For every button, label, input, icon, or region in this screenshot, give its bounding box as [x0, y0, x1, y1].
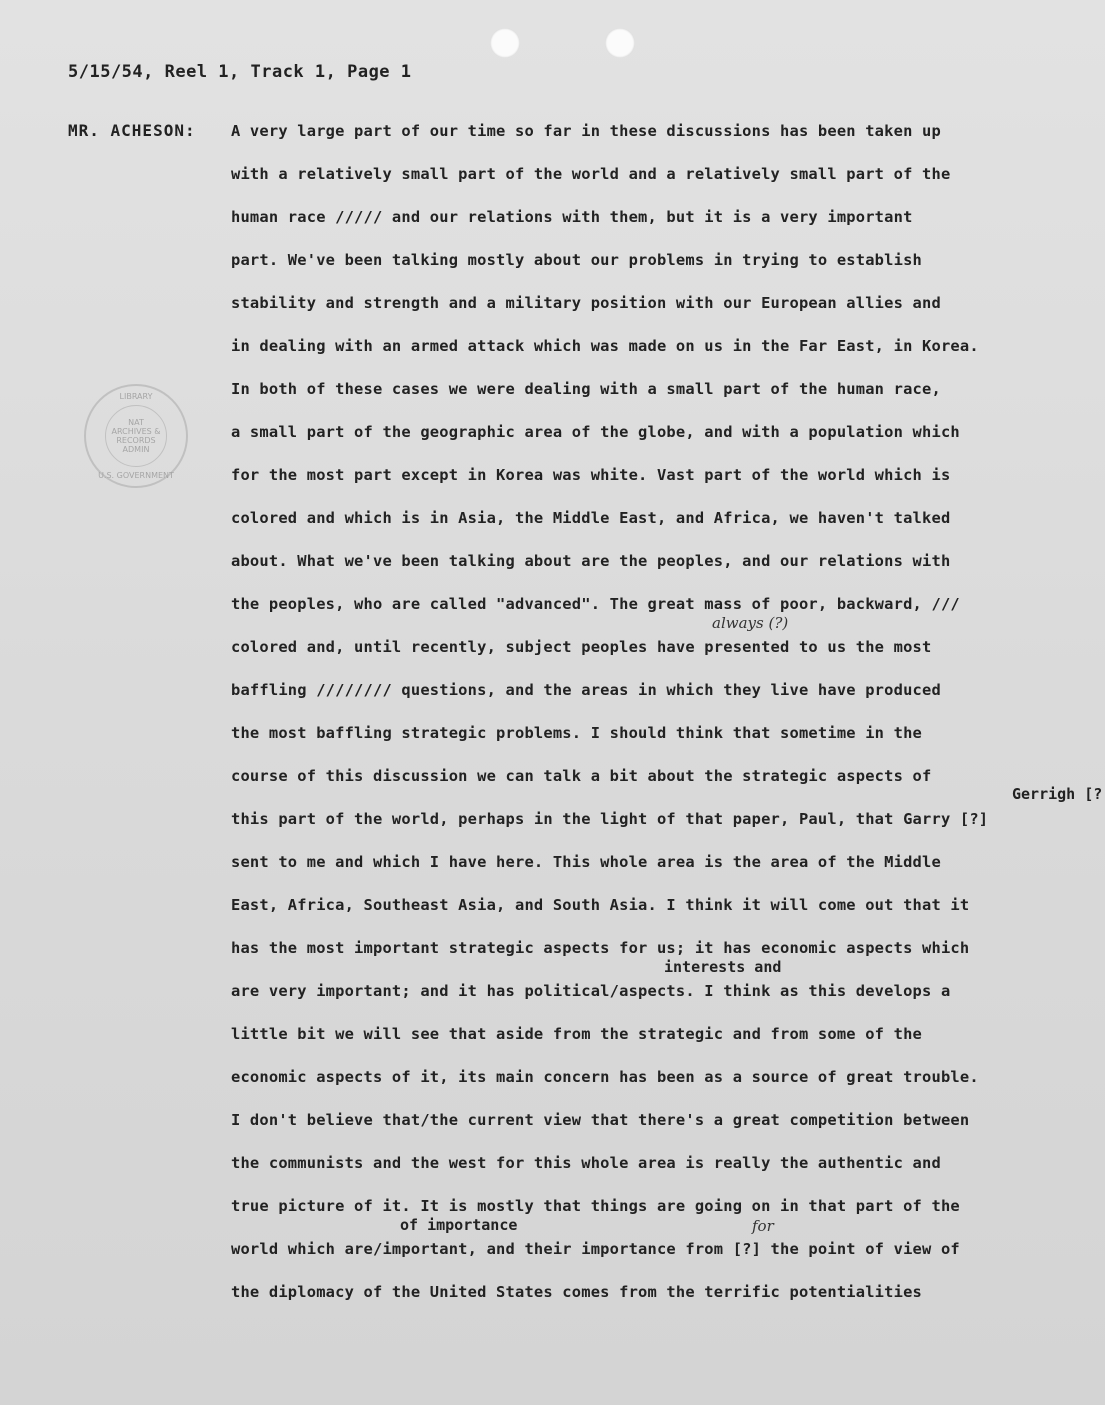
handwritten-always: always (?) — [712, 614, 789, 632]
annotation-interests-and: interests and — [664, 958, 782, 976]
text-line: little bit we will see that aside from the strategic and from some of the — [231, 1025, 923, 1043]
page-reference: 5/15/54, Reel 1, Track 1, Page 1 — [68, 62, 412, 82]
text-line: in dealing with an armed attack which was made on us in the Far East, in Korea. — [231, 337, 979, 355]
text-line: East, Africa, Southeast Asia, and South Asia. I think it will come out that it — [231, 896, 970, 914]
text-line: sent to me and which I have here. This whole area is the area of the Middle — [231, 853, 941, 871]
text-line: I don't believe that/the current view that there's a great competition between — [231, 1111, 970, 1129]
stamp-bottom-text: U.S. GOVERNMENT — [98, 471, 174, 480]
transcript-body — [231, 121, 1061, 1325]
text-line: baffling //////// questions, and the areas in which they live have produced — [231, 681, 941, 699]
text-line: colored and which is in Asia, the Middle East, and Africa, we haven't talked — [231, 509, 951, 527]
stamp-center — [105, 405, 167, 467]
stamp-center-line: ADMIN — [122, 445, 150, 454]
text-line: for the most part except in Korea was white. Vast part of the world which is — [231, 466, 951, 484]
text-line: colored and, until recently, subject peoples have presented to us the most — [231, 638, 932, 656]
text-line: stability and strength and a military position with our European allies and — [231, 294, 941, 312]
text-line: are very important; and it has political/aspects. I think as this develops a — [231, 982, 951, 1000]
text-line: with a relatively small part of the world and a relatively small part of the — [231, 165, 951, 183]
punch-hole-1 — [490, 28, 520, 58]
text-line: the diplomacy of the United States comes from the terrific potentialities — [231, 1283, 923, 1301]
text-line: human race ///// and our relations with them, but it is a very important — [231, 208, 913, 226]
text-line: the most baffling strategic problems. I should think that sometime in the — [231, 724, 923, 742]
punch-hole-2 — [605, 28, 635, 58]
annotation-gerrigh: Gerrigh [? — [1012, 785, 1103, 803]
speaker-label: MR. ACHESON: — [68, 121, 196, 140]
handwritten-for: for — [752, 1217, 774, 1235]
archive-stamp — [84, 384, 188, 488]
stamp-center-line: ARCHIVES & — [111, 427, 161, 436]
text-line: course of this discussion we can talk a bit about the strategic aspects of — [231, 767, 932, 785]
text-line: In both of these cases we were dealing with a small part of the human race, — [231, 380, 941, 398]
text-line: the peoples, who are called "advanced". The great mass of poor, backward, /// — [231, 595, 960, 613]
stamp-center-line: RECORDS — [116, 436, 156, 445]
text-line: economic aspects of it, its main concern has been as a source of great trouble. — [231, 1068, 979, 1086]
text-line: this part of the world, perhaps in the light of that paper, Paul, that Garry [?] — [231, 810, 989, 828]
annotation-of-importance: of importance — [400, 1216, 518, 1234]
stamp-center-line: NAT — [128, 418, 144, 427]
text-line: has the most important strategic aspects for us; it has economic aspects which — [231, 939, 970, 957]
text-line: about. What we've been talking about are the peoples, and our relations with — [231, 552, 951, 570]
text-line: the communists and the west for this whole area is really the authentic and — [231, 1154, 941, 1172]
text-line: A very large part of our time so far in these discussions has been taken up — [231, 122, 941, 140]
text-line: a small part of the geographic area of the globe, and with a population which — [231, 423, 960, 441]
text-line: true picture of it. It is mostly that things are going on in that part of the — [231, 1197, 960, 1215]
text-line: part. We've been talking mostly about our problems in trying to establish — [231, 251, 923, 269]
stamp-top-text: LIBRARY — [119, 392, 153, 401]
text-line: world which are/important, and their importance from [?] the point of view of — [231, 1240, 960, 1258]
